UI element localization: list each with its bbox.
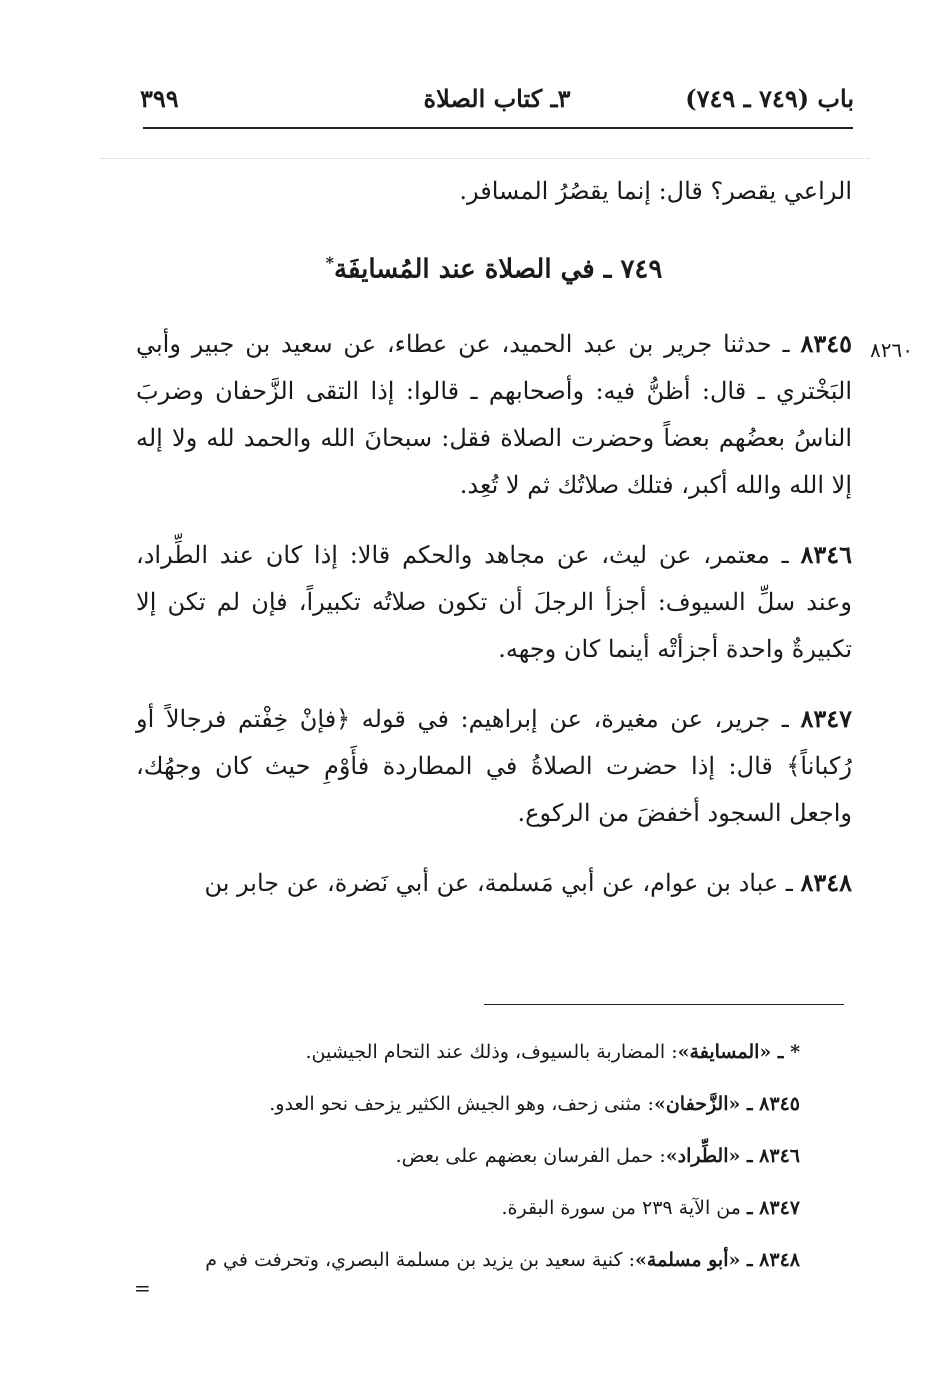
hadith-number: ٨٣٤٨ xyxy=(800,867,852,897)
footnote-text: : حمل الفرسان بعضهم على بعض. xyxy=(395,1145,666,1167)
scan-dots xyxy=(100,158,870,159)
hadith-paragraph xyxy=(136,531,852,673)
section-title xyxy=(136,239,852,294)
lead-paragraph: الراعي يقصر؟ قال: إنما يقصُرُ المسافر. xyxy=(459,177,852,205)
hadith-text: ـ جرير، عن مغيرة، عن إبراهيم: في قوله ﴿فإنْ خِفْتم فرجالاً أو رُكباناً﴾ قال: إذا حضرت الصلاةُ في المطاردة فأَوْمِ حيث كان وجهُك، واجعل السجود أخفضَ من الركوع. xyxy=(136,704,852,827)
footnote-ref: * ـ «المسايفة» xyxy=(677,1041,800,1063)
book-title: ٣ـ كتاب الصلاة xyxy=(423,84,571,113)
hadith-paragraph xyxy=(136,859,852,907)
hadith-text: ـ عباد بن عوام، عن أبي مَسلمة، عن أبي نَضرة، عن جابر بن xyxy=(204,868,801,897)
continuation-mark: = xyxy=(134,1276,151,1300)
footnote xyxy=(136,1078,800,1130)
hadith-number: ٨٣٤٧ xyxy=(800,703,852,733)
footnote-rule xyxy=(484,1004,844,1005)
footnote-ref: ٨٣٤٥ ـ «الزَّحفان» xyxy=(653,1093,800,1115)
running-header xyxy=(140,84,854,124)
page-number: ٣٩٩ xyxy=(140,84,179,113)
footnote xyxy=(136,1234,800,1286)
hadith-paragraph xyxy=(136,695,852,837)
section-title-text: ٧٤٩ ـ في الصلاة عند المُسايفَة xyxy=(334,254,663,285)
hadith-paragraph xyxy=(136,320,852,509)
footnote-text: من الآية ٢٣٩ من سورة البقرة. xyxy=(501,1197,747,1219)
footnotes xyxy=(136,1026,800,1286)
footnote-text: : المضاربة بالسيوف، وذلك عند التحام الجيشين. xyxy=(305,1041,678,1063)
footnote-ref: ٨٣٤٧ ـ xyxy=(746,1197,800,1219)
footnote-marker: * xyxy=(325,253,335,272)
footnote-ref: ٨٣٤٦ ـ «الطِّراد» xyxy=(665,1145,800,1167)
footnote xyxy=(136,1182,800,1234)
header-rule xyxy=(143,127,853,129)
footnote-ref: ٨٣٤٨ ـ «أبو مسلمة» xyxy=(635,1249,800,1271)
footnote xyxy=(136,1026,800,1078)
hadith-text: ـ معتمر، عن ليث، عن مجاهد والحكم قالا: إذا كان عند الطِّراد، وعند سلِّ السيوف: أجزأ الرجلَ أن تكون صلاتُه تكبيراً، فإن لم تكن إلا تكبيرةٌ واحدة أجزأتْه أينما كان وجهه. xyxy=(136,540,852,663)
footnote xyxy=(136,1130,800,1182)
hadith-number: ٨٣٤٥ xyxy=(800,328,852,358)
chapter-range: باب (٧٤٩ ـ ٧٤٩) xyxy=(685,84,854,113)
margin-number: ٨٢٦٠ xyxy=(870,338,913,362)
hadith-number: ٨٣٤٦ xyxy=(800,539,852,569)
footnote-text: : كنية سعيد بن يزيد بن مسلمة البصري، وتحرفت في م xyxy=(205,1249,636,1271)
footnote-text: : مثنى زحف، وهو الجيش الكثير يزحف نحو العدو. xyxy=(269,1093,654,1115)
main-text xyxy=(136,168,852,929)
hadith-text: ـ حدثنا جرير بن عبد الحميد، عن عطاء، عن سعيد بن جبير وأبي البَخْتري ـ قال: أظنُّ فيه: وأصحابهم ـ قالوا: إذا التقى الزَّحفان وضربَ الناسُ بعضُهم بعضاً وحضرت الصلاة فقل: سبحانَ الله والحمد لله ولا إله إلا الله والله أكبر، فتلك صلاتُك ثم لا تُعِد. xyxy=(136,329,853,499)
